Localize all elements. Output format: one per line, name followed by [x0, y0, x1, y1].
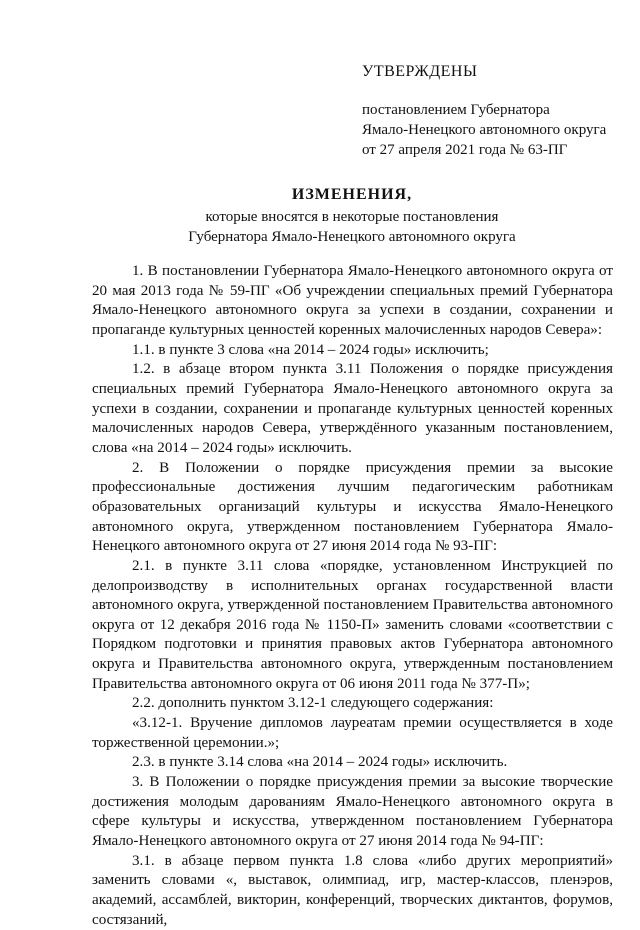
- approval-line: Ямало-Ненецкого автономного округа: [362, 122, 607, 138]
- document-body: [92, 262, 613, 930]
- approval-heading: УТВЕРЖДЕНЫ: [362, 63, 478, 80]
- title-main: ИЗМЕНЕНИЯ,: [291, 186, 413, 203]
- paragraph: «3.12-1. Вручение дипломов лауреатам премии осуществляется в ходе торжественной церемонии.»;: [92, 715, 613, 751]
- paragraph: 2. В Положении о порядке присуждения премии за высокие профессиональные достижения лучшим педагогическим работникам образовательных организаций культуры и искусства Ямало-Ненецкого автономного округа, утвержденном постановлением Губернатора Ямало-Ненецкого автономного округа от 27 июня 2014 года № 93-ПГ:: [92, 459, 613, 555]
- paragraph: 3. В Положении о порядке присуждения премии за высокие творческие достижения молодым дарованиям Ямало-Ненецкого автономного округа в сфере культуры и искусства, утвержденном постановлением Губернатора Ямало-Ненецкого автономного округа от 27 июня 2014 года № 94-ПГ:: [92, 774, 613, 850]
- paragraph: 1.2. в абзаце втором пункта 3.11 Положения о порядке присуждения специальных премий Губернатора Ямало-Ненецкого автономного округа за успехи в создании, сохранении и пропаганде культурных ценностей коренных малочисленных народов Севера, утверждённого указанным постановлением, слова «на 2014 – 2024 годы» исключить.: [92, 361, 613, 456]
- title-subtitle: Губернатора Ямало-Ненецкого автономного округа: [188, 229, 516, 245]
- paragraph: 3.1. в абзаце первом пункта 1.8 слова «либо других мероприятий» заменить словами «, выставок, олимпиад, игр, мастер-классов, пленэров, академий, ассамблей, викторин, конференций, творческих диктантов, форумов, состязаний,: [92, 852, 613, 928]
- approval-block: [362, 62, 632, 160]
- paragraph: 1.1. в пункте 3 слова «на 2014 – 2024 годы» исключить;: [132, 341, 489, 358]
- title-subtitle: которые вносятся в некоторые постановления: [205, 209, 499, 225]
- approval-line: постановлением Губернатора: [362, 102, 550, 118]
- paragraph: 2.1. в пункте 3.11 слова «порядке, установленном Инструкцией по делопроизводству в исполнительных органах государственной власти автономного округа, утвержденной постановлением Правительства автономного округа от 12 декабря 2016 года № 1150-П» заменить словами «соответствии с Порядком подготовки и принятия правовых актов Губернатора автономного округа и Правительства автономного округа, утвержденным постановлением Правительства автономного округа от 06 июня 2011 года № 377-П»;: [92, 557, 613, 692]
- paragraph: 2.3. в пункте 3.14 слова «на 2014 – 2024 годы» исключить.: [132, 754, 508, 771]
- paragraph: 1. В постановлении Губернатора Ямало-Ненецкого автономного округа от 20 мая 2013 года № 59-ПГ «Об учреждении специальных премий Губернатора Ямало-Ненецкого автономного округа за успехи в создании, сохранении и пропаганде культурных ценностей коренных малочисленных народов Севера»:: [92, 263, 613, 338]
- document-title: [92, 185, 612, 247]
- approval-line: от 27 апреля 2021 года № 63-ПГ: [362, 142, 568, 158]
- paragraph: 2.2. дополнить пунктом 3.12-1 следующего содержания:: [132, 695, 494, 712]
